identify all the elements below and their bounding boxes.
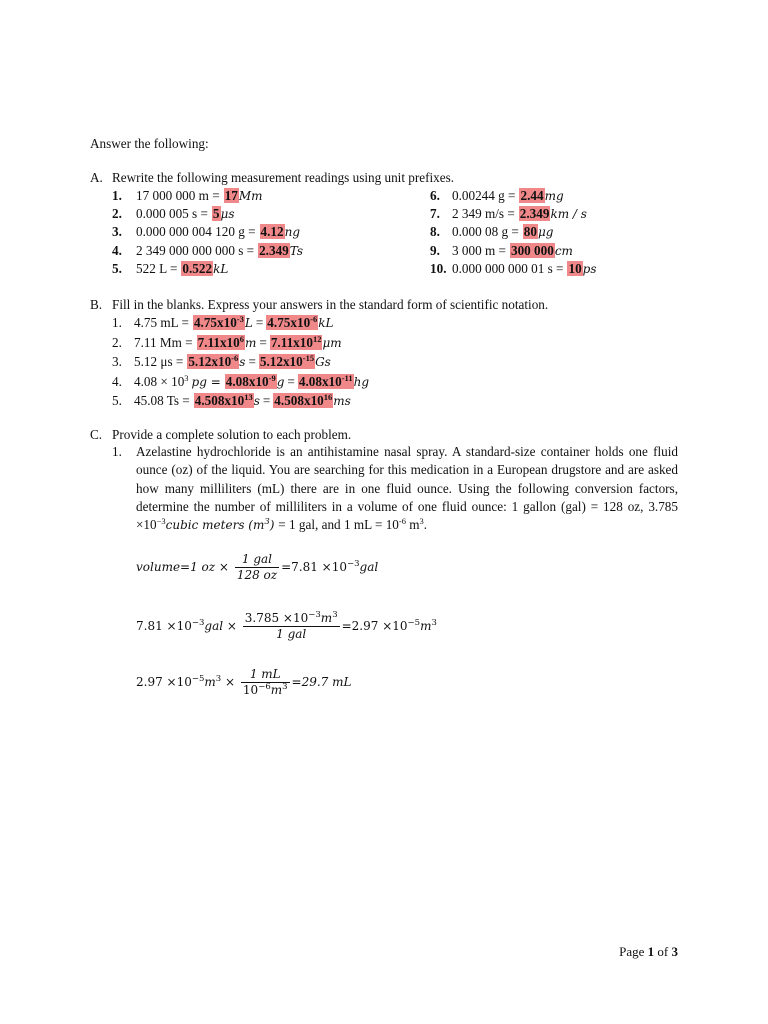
item-number: 6. <box>430 188 440 203</box>
problem-text-part-3: = 1 gal, and 1 mL = 10 <box>278 517 399 533</box>
item-number: 10. <box>430 260 447 276</box>
answer-2-unit: μm <box>322 335 342 350</box>
item-number: 2. <box>112 334 122 350</box>
eq1-rhs-unit: gal <box>359 560 379 574</box>
item-answer: 4.12 <box>260 224 284 240</box>
answer-2 <box>273 393 333 408</box>
eq1-rhs: =7.81 ×10 <box>281 560 347 574</box>
eq3-denominator <box>241 683 290 698</box>
answer-1-unit: s <box>253 394 260 408</box>
answer-1-unit: L <box>244 316 253 330</box>
equals-sign: = <box>287 373 295 389</box>
section-c-letter: C. <box>90 427 103 442</box>
answer-2-value: 4.08x10 <box>298 373 342 389</box>
item-question: 4.08 × 10 <box>134 373 185 389</box>
item-question: 0.000 000 004 120 g = <box>136 224 256 240</box>
item-answer: 10 <box>568 260 582 276</box>
section-a-heading: Rewrite the following measurement readings using unit prefixes. <box>112 170 455 185</box>
problem-text-part-2: cubic meters <box>165 518 245 533</box>
item-answer: 80 <box>523 224 537 240</box>
item-answer: 2.44 <box>520 188 544 203</box>
answer-2-value: 4.508x10 <box>274 393 324 408</box>
problem-statement: Azelastine hydrochloride is an antihistamine nasal spray. A standard-size container holds one fluid ounce (oz) of the liquid. You are searching for this medication in a European drugstore and are asked how many milliliters (mL) there are in one fluid ounce. Using the following conversion factors, determine the number of milliliters in a volume of one fluid ounce: 1 gallon (gal) = 128 oz, $3.785 \times 10^{-3}cubic$ meters $(m^3) = 1$ gal, and 1 mL = $10^{-6}$ $m^3$. <box>136 444 678 533</box>
notation-item <box>112 334 342 352</box>
item-question: 7.11 Mm = <box>134 334 193 350</box>
item-number: 3. <box>112 224 122 240</box>
item-answer: 5 <box>212 206 220 222</box>
answer-1 <box>197 335 245 350</box>
answer-1 <box>193 315 245 330</box>
problem-text-part-4: m <box>409 517 420 533</box>
answer-1-unit: g <box>276 374 285 389</box>
item-question: 45.08 Ts = <box>134 393 190 408</box>
section-c-heading: Provide a complete solution to each problem. <box>112 427 352 442</box>
eq1-numerator: 1 gal <box>235 552 279 568</box>
notation-item <box>112 314 334 332</box>
item-unit: mg <box>544 189 564 203</box>
problem-exponent: −3 <box>156 516 166 527</box>
item-unit: kL <box>213 261 229 276</box>
eq3-rhs: =29.7 mL <box>291 675 352 689</box>
footer-of-word: of <box>657 944 669 959</box>
item-unit: ps <box>582 261 597 276</box>
prefix-item <box>112 205 234 223</box>
notation-item <box>112 392 351 410</box>
eq2-num-exponent: −3 <box>308 610 321 620</box>
answer-1-value: 7.11x10 <box>197 334 240 350</box>
item-number: 8. <box>430 224 440 240</box>
answer-2 <box>266 315 318 330</box>
answer-2-value: 4.75x10 <box>267 315 311 330</box>
section-b-letter: B. <box>90 297 103 312</box>
equals-sign: = <box>248 354 256 369</box>
item-answer: 300 000 <box>510 242 554 258</box>
eq2-denominator: 1 gal <box>276 627 307 641</box>
prefix-item <box>112 242 303 260</box>
eq3-times: × <box>225 675 236 689</box>
problem-number: 1. <box>112 444 122 459</box>
answer-1-exponent: -3 <box>236 314 244 324</box>
answer-1-unit: s <box>239 355 246 369</box>
eq1-lhs: volume=1 oz × <box>136 560 229 574</box>
equation-3 <box>136 667 351 698</box>
item-answer: 2.349 <box>259 242 289 258</box>
item-unit: Mm <box>238 189 263 203</box>
answer-1-exponent: -6 <box>231 353 239 363</box>
answer-1-exponent: 13 <box>244 392 253 402</box>
answer-2-unit: ms <box>333 394 351 408</box>
footer-total-pages: 3 <box>671 944 678 959</box>
eq3-den-unit: m <box>270 683 283 697</box>
item-number: 4. <box>112 242 122 258</box>
eq3-den-unit-exponent: 3 <box>282 682 288 692</box>
item-number: 2. <box>112 206 122 222</box>
eq2-num-unit: m <box>320 611 333 625</box>
intro-text: Answer the following: <box>90 136 209 151</box>
item-answer: 17 <box>224 188 238 203</box>
eq1-fraction <box>235 552 279 583</box>
item-question: 17 000 000 m = <box>136 188 220 203</box>
item-unit: ng <box>284 225 301 240</box>
answer-1-unit: m <box>245 335 257 350</box>
prefix-item <box>430 205 587 223</box>
eq1-rhs-exponent: −3 <box>347 559 360 569</box>
answer-2-exponent: 16 <box>323 392 333 402</box>
prefix-item <box>112 223 300 241</box>
item-question: 0.000 08 g = <box>452 224 519 240</box>
answer-2-unit: Gs <box>315 355 331 369</box>
equation-1 <box>136 552 378 583</box>
item-answer: 0.522 <box>182 260 213 276</box>
prefix-item <box>430 242 573 260</box>
eq2-fraction <box>243 611 340 642</box>
eq2-lhs-unit: gal × <box>204 619 237 633</box>
answer-1-exponent: -9 <box>268 372 276 383</box>
item-number: 5. <box>112 260 122 276</box>
item-question: 2 349 m/s = <box>452 206 515 222</box>
answer-2-exponent: -15 <box>302 353 315 363</box>
eq3-lhs-unit: m <box>204 675 216 689</box>
problem-m3: $(m^3)$ <box>244 517 279 533</box>
eq2-rhs-unit: m <box>420 619 432 633</box>
equation-2 <box>136 611 437 642</box>
eq2-num-unit-exponent: 3 <box>332 610 338 620</box>
problem-exp-3: 3 <box>419 516 424 527</box>
item-question: 2 349 000 000 000 s = <box>136 242 255 258</box>
item-number: 1. <box>112 188 122 203</box>
answer-2-exponent: 12 <box>312 333 322 344</box>
item-number: 7. <box>430 206 440 222</box>
equals-sign: = <box>255 315 264 330</box>
notation-item <box>112 353 331 371</box>
eq2-numerator <box>243 611 340 627</box>
eq3-lhs-unit-exponent: 3 <box>215 674 222 684</box>
eq3-lhs-exponent: −5 <box>191 674 205 684</box>
answer-2-unit: hg <box>353 374 370 389</box>
item-question: 3 000 m = <box>452 242 506 258</box>
item-question-unit: pg = <box>191 374 221 389</box>
footer-page-word: Page <box>619 944 645 959</box>
section-a-letter: A. <box>90 170 103 185</box>
page-footer <box>619 944 678 960</box>
answer-1 <box>187 354 239 369</box>
prefix-item <box>430 223 553 241</box>
footer-current-page: 1 <box>647 944 655 959</box>
answer-1 <box>225 374 277 389</box>
answer-1-exponent: 6 <box>239 333 244 344</box>
notation-item <box>112 373 369 391</box>
equals-sign: = <box>262 393 271 408</box>
item-answer: 2.349 <box>519 206 550 222</box>
item-unit: μg <box>537 225 554 240</box>
prefix-item <box>112 187 263 205</box>
eq3-den-exponent: −6 <box>258 682 271 692</box>
answer-2-exponent: -6 <box>310 314 318 324</box>
eq3-numerator: 1 mL <box>241 667 290 683</box>
problem-text-part-1: Azelastine hydrochloride is an antihistamine nasal spray. A standard-size container holds one fluid ounce (oz) of the liquid. You are searching for this medication in a European drugstore and are asked how many milliliters (mL) there are in one fluid ounce. Using the following conversion factors, determine the number of milliliters in a volume of one fluid ounce: 1 gallon (gal) = 128 oz, 3.785 ×10 <box>136 444 678 533</box>
eq3-fraction <box>241 667 290 698</box>
eq2-rhs-exponent: −5 <box>407 618 421 628</box>
item-unit: cm <box>554 243 573 258</box>
eq2-rhs-unit-exponent: 3 <box>431 618 437 628</box>
answer-2 <box>270 335 323 350</box>
section-b-heading: Fill in the blanks. Express your answers in the standard form of scientific notation. <box>112 297 549 312</box>
prefix-item <box>430 260 597 278</box>
answer-2-unit: kL <box>318 316 334 330</box>
answer-1-value: 4.75x10 <box>193 315 237 330</box>
item-unit: Ts <box>289 243 304 258</box>
item-number: 5. <box>112 393 122 408</box>
item-unit: μs <box>220 207 235 222</box>
item-question: 0.000 000 000 01 s = <box>452 260 564 276</box>
prefix-item <box>430 187 564 205</box>
eq1-denominator: 128 oz <box>236 568 278 582</box>
answer-2-value: 5.12x10 <box>259 354 303 369</box>
eq2-lhs: 7.81 ×10 <box>136 619 192 633</box>
item-number: 1. <box>112 315 122 330</box>
item-question: 0.00244 g = <box>452 188 516 203</box>
item-number: 3. <box>112 354 122 369</box>
answer-2-exponent: -11 <box>341 372 353 383</box>
eq3-den-value: 10 <box>242 683 259 697</box>
item-question-exponent: 3 <box>184 372 189 383</box>
answer-1 <box>194 393 254 408</box>
eq2-lhs-exponent: −3 <box>191 618 205 628</box>
item-number: 9. <box>430 242 440 258</box>
item-question: 5.12 μs = <box>134 354 184 369</box>
item-question: 522 L = <box>136 260 178 276</box>
problem-exp-6: -6 <box>398 516 406 527</box>
equals-sign: = <box>259 334 267 350</box>
item-unit: km / s <box>550 207 587 222</box>
answer-1-value: 4.508x10 <box>194 393 245 408</box>
item-question: 4.75 mL = <box>134 315 189 330</box>
prefix-item <box>112 260 228 278</box>
answer-1-value: 4.08x10 <box>225 373 269 389</box>
eq2-rhs: =2.97 ×10 <box>341 619 408 633</box>
item-number: 4. <box>112 373 122 389</box>
eq2-num-value: 3.785 ×10 <box>244 611 309 625</box>
item-question: 0.000 005 s = <box>136 206 208 222</box>
answer-1-value: 5.12x10 <box>188 354 232 369</box>
answer-2 <box>259 354 315 369</box>
answer-2-value: 7.11x10 <box>270 334 313 350</box>
answer-2 <box>298 374 354 389</box>
eq3-lhs: 2.97 ×10 <box>136 675 192 689</box>
